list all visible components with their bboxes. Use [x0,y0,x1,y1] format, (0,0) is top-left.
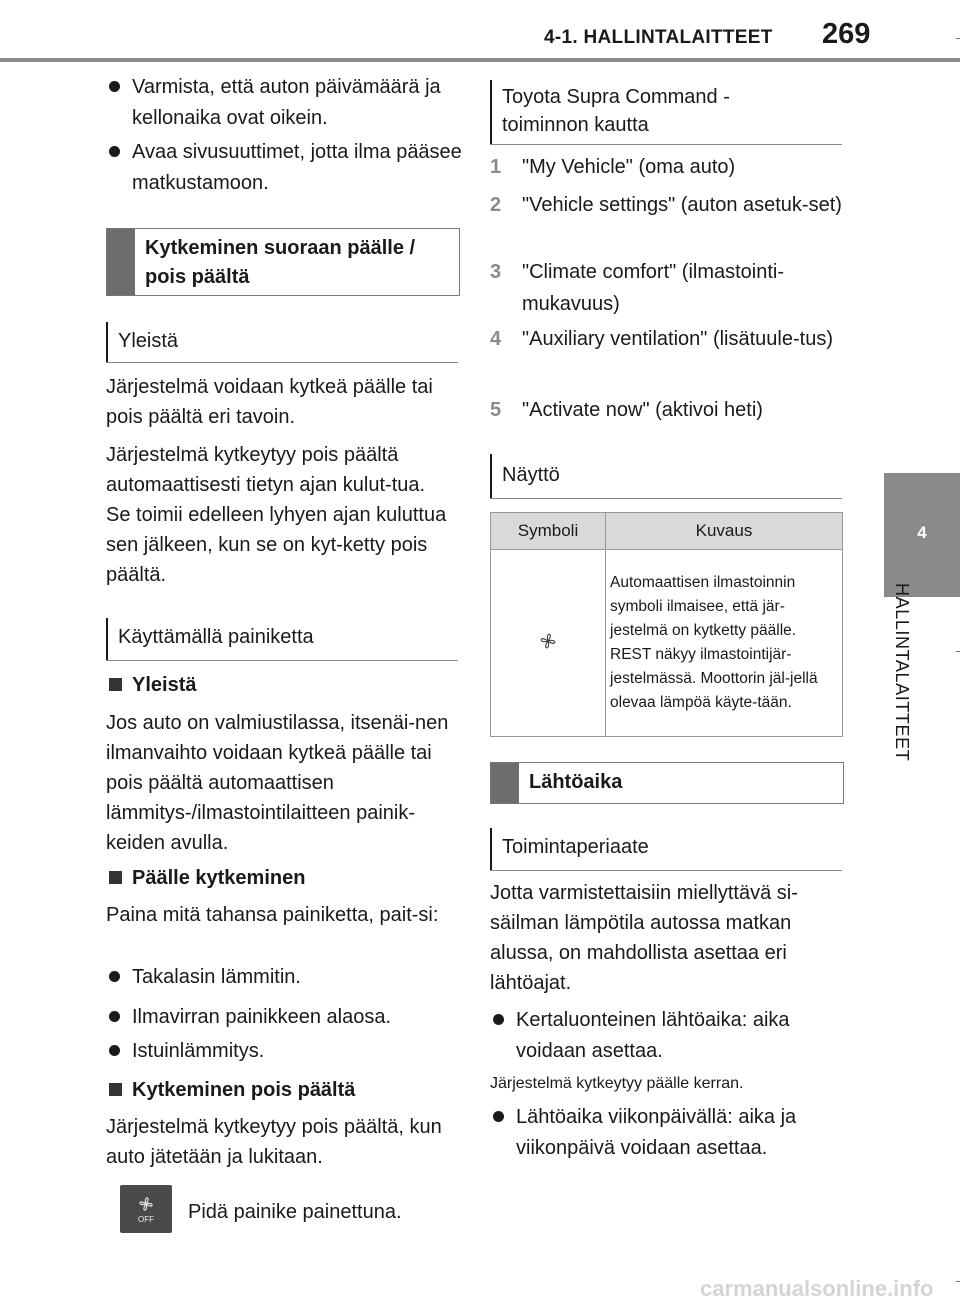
edge-tick [956,38,960,39]
step-number: 3 [490,261,502,283]
step-number: 1 [490,156,502,178]
sub-heading: Kytkeminen pois päältä [106,1079,355,1102]
chapter-number: 4 [917,523,927,542]
bullet-item: Ilmavirran painikkeen alaosa. [106,1002,462,1033]
table-header-symbol: Symboli [491,513,606,550]
step-number: 4 [490,328,502,350]
note: Järjestelmä kytkeytyy päälle kerran. [490,1075,744,1092]
subhead-principle [490,828,842,870]
bullet-item: Takalasin lämmitin. [106,962,462,993]
step-text: "Activate now" (aktivoi heti) [522,399,763,421]
chapter-label: HALLINTALAITTEET [892,583,912,762]
heading-bar [491,763,519,803]
sub-heading: Yleistä [106,674,196,697]
off-button [120,1185,172,1233]
subhead-button [106,618,458,660]
sub-heading: Päälle kytkeminen [106,867,305,890]
step-text: "Vehicle settings" (auton asetuk-set) [522,194,842,216]
edge-tick [956,1281,960,1282]
subhead-general [106,322,458,362]
heading-bar [107,229,135,295]
subhead-command [490,80,842,144]
subhead-command-text: Toyota Supra Command -toiminnon kautta [502,86,730,136]
header-rule [0,58,960,62]
box-heading [106,228,460,296]
step-item [490,394,842,426]
bullet-item: Lähtöaika viikonpäivällä: aika ja viikonpäivä voidaan asettaa. [490,1102,846,1164]
step-text: "My Vehicle" (oma auto) [522,156,736,178]
button-caption: Pidä painike painettuna. [188,1201,402,1223]
bullet-item: Avaa sivusuuttimet, jotta ilma pääsee matkustamoon. [106,137,462,199]
fan-icon [137,1195,155,1213]
step-item [490,151,842,183]
fan-icon [538,631,558,651]
step-number: 5 [490,399,502,421]
description-cell: Automaattisen ilmastoinnin symboli ilmaisee, että jär-jestelmä on kytketty päälle. REST näkyy ilmastointijär-jestelmässä. Moottorin jäl-jellä olevaa lämpöä käyte-tään. [606,550,843,737]
table-header-description: Kuvaus [606,513,843,550]
paragraph: Järjestelmä kytkeytyy pois päältä, kun auto jätetään ja lukitaan. [106,1116,442,1168]
box-heading-text: Lähtöaika [529,771,623,793]
box-heading-text: Kytkeminen suoraan päälle / pois päältä [145,237,416,288]
watermark: carmanualsonline.info [700,1276,934,1301]
section-title: 4-1. HALLINTALAITTEET [544,27,773,48]
paragraph: Paina mitä tahansa painiketta, pait-si: [106,904,439,926]
off-label: OFF [138,1215,154,1224]
step-text: "Climate comfort" (ilmastointi-mukavuus) [522,261,785,315]
subhead-display [490,454,842,498]
paragraph: Jotta varmistettaisiin miellyttävä si-säilman lämpötila autossa matkan alussa, on mahdollista asettaa eri lähtöajat. [490,882,798,994]
step-item [490,323,842,355]
page-number: 269 [822,18,871,50]
step-item [490,189,842,221]
step-number: 2 [490,194,502,216]
bullet-item: Istuinlämmitys. [106,1036,462,1067]
symbol-cell [491,550,606,737]
subhead-general-text: Yleistä [118,330,179,352]
paragraph: Järjestelmä kytkeytyy pois päältä automaattisesti tietyn ajan kulut-tua. Se toimii edelleen lyhyen ajan kuluttua sen jälkeen, kun se on kyt-ketty pois päältä. [106,444,447,586]
table-header-row [491,513,843,550]
edge-tick [956,651,960,652]
paragraph: Jos auto on valmiustilassa, itsenäi-nen ilmanvaihto voidaan kytkeä päälle tai pois päältä automaattisen lämmitys-/ilmastointilaitteen painik-keiden avulla. [106,712,449,854]
bullet-item: Varmista, että auton päivämäärä ja kellonaika ovat oikein. [106,72,462,134]
table-row [491,550,843,737]
step-item [490,256,842,320]
symbol-table [490,512,843,737]
step-text: "Auxiliary ventilation" (lisätuule-tus) [522,328,833,350]
bullet-item: Kertaluonteinen lähtöaika: aika voidaan asettaa. [490,1005,846,1067]
subhead-button-text: Käyttämällä painiketta [118,626,314,648]
paragraph: Järjestelmä voidaan kytkeä päälle tai pois päältä eri tavoin. [106,376,433,428]
chapter-tab [884,473,960,597]
subhead-display-text: Näyttö [502,464,560,486]
box-heading [490,762,844,804]
subhead-principle-text: Toimintaperiaate [502,836,649,858]
